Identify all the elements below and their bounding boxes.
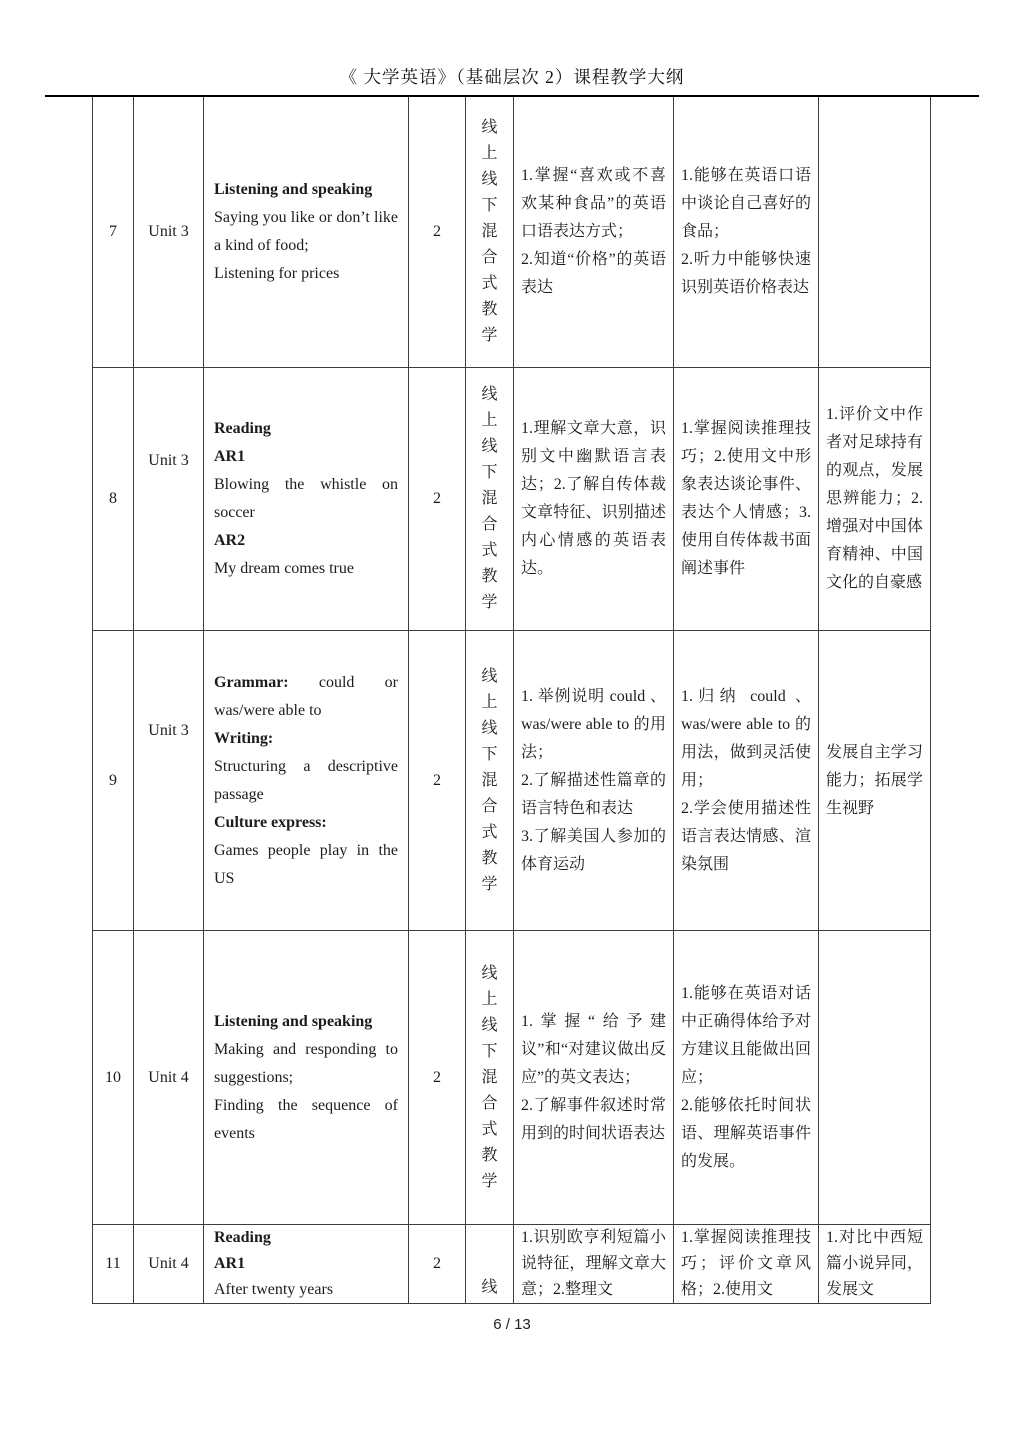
ability-item: 1.能够在英语对话中正确得体给予对方建议且能做出回应； [681,984,811,1086]
ability-objectives-cell [674,1225,819,1304]
literacy-goals-cell [819,368,931,631]
content-line: Games people play in the US [214,841,398,887]
class-hours: 2 [433,490,441,507]
content-line: My dream comes true [214,560,354,577]
literacy-goals-cell [819,931,931,1225]
content-line: Listening and speaking [214,181,373,198]
content-line: Saying you like or don’t like a kind of food; [214,209,398,254]
content-line: AR2 [214,532,246,549]
content-line: Structuring a descriptive passage [214,757,398,803]
teaching-content-cell [204,97,409,368]
ability-objectives-cell [674,368,819,631]
teaching-method-cell [466,368,514,631]
class-hours: 2 [433,1255,441,1272]
objective-item: 2.知道“价格”的英语表达 [521,251,666,296]
teaching-method-cell [466,1225,514,1304]
content-line: AR1 [214,1255,246,1272]
teaching-content-cell [204,1225,409,1304]
table-row [93,931,931,1225]
class-hours-cell [409,368,466,631]
row-number-cell [93,931,134,1225]
class-hours: 2 [433,223,441,240]
teaching-method-cell [466,931,514,1225]
page-number: 6 / 13 [493,1316,531,1333]
literacy-item: 1.对比中西短篇小说异同，发展文 [826,1229,923,1298]
content-line: Listening for prices [214,265,340,282]
row-number: 11 [105,1255,121,1272]
teaching-method-cell [466,97,514,368]
content-line: Reading [214,1229,271,1246]
class-hours-cell [409,931,466,1225]
class-hours-cell [409,97,466,368]
content-line: Listening and speaking [214,1012,373,1030]
table-row [93,1225,931,1304]
ability-item: 2.听力中能够快速识别英语价格表达 [681,251,811,296]
ability-objectives-cell [674,97,819,368]
row-number-cell [93,631,134,931]
class-hours: 2 [433,1068,441,1086]
class-hours-cell [409,1225,466,1304]
objective-item: 1.理解文章大意，识别文中幽默语言表达；2.了解自传体裁文章特征、识别描述内心情感的英语表达。 [521,420,666,577]
teaching-content-cell [204,368,409,631]
teaching-content-cell [204,631,409,931]
literacy-item: 发展自主学习能力；拓展学生视野 [826,743,923,817]
table-row [93,368,931,631]
knowledge-objectives-cell [514,97,674,368]
unit-cell [134,931,204,1225]
ability-item: 1.能够在英语口语中谈论自己喜好的食品； [681,167,811,240]
unit-label: Unit 3 [148,452,189,469]
literacy-goals-cell [819,631,931,931]
row-number-cell [93,1225,134,1304]
content-line: Grammar: could or was/were able to [214,673,398,719]
teaching-method-vertical-text: 线 上 线 下 混 合 式 教 学 [481,964,498,1190]
content-line: Writing: [214,729,274,747]
row-number-cell [93,97,134,368]
teaching-method-cell [466,631,514,931]
knowledge-objectives-cell [514,1225,674,1304]
objective-item: 1.识别欧亨利短篇小说特征，理解文章大意；2.整理文 [521,1229,666,1298]
unit-label: Unit 4 [148,1255,189,1272]
ability-item: 1.掌握阅读推理技巧；2.使用文中形象表达谈论事件、表达个人情感；3.使用自传体裁书面阐述事件 [681,420,811,577]
syllabus-table [92,97,931,1304]
objective-item: 1.掌握“喜欢或不喜欢某种食品”的英语口语表达方式； [521,167,666,240]
ability-item: 2.能够依托时间状语、理解英语事件的发展。 [681,1096,811,1170]
literacy-goals-cell [819,1225,931,1304]
unit-cell [134,97,204,368]
objective-item: 1. 举例说明 could 、was/were able to 的用法； [521,687,666,761]
content-line: AR1 [214,448,246,465]
knowledge-objectives-cell [514,931,674,1225]
content-line: Making and responding to suggestions; [214,1040,398,1086]
objective-item: 3.了解美国人参加的体育运动 [521,827,666,873]
ability-item: 2.学会使用描述性语言表达情感、渲染氛围 [681,799,811,873]
knowledge-objectives-cell [514,368,674,631]
unit-label: Unit 3 [148,223,189,240]
unit-cell [134,368,204,631]
table-row [93,631,931,931]
content-line: Culture express: [214,813,327,831]
objective-item: 2.了解描述性篇章的语言特色和表达 [521,771,666,817]
class-hours-cell [409,631,466,931]
objective-item: 2.了解事件叙述时常用到的时间状语表达 [521,1096,666,1142]
literacy-item: 1.评价文中作者对足球持有的观点，发展思辨能力；2.增强对中国体育精神、中国文化的自豪感 [826,406,923,591]
teaching-method-vertical-text: 线 上 线 下 混 合 式 教 学 [481,667,498,893]
knowledge-objectives-cell [514,631,674,931]
ability-item: 1.归纳 could 、was/were able to 的用法，做到灵活使用； [681,687,811,789]
document-title: 《 大学英语》（基础层次 2）课程教学大纲 [339,67,685,87]
content-line: Reading [214,420,271,437]
row-number-cell [93,368,134,631]
literacy-goals-cell [819,97,931,368]
unit-label: Unit 4 [148,1068,189,1086]
teaching-method-vertical-text: 线 [481,1279,498,1296]
unit-cell [134,1225,204,1304]
unit-label: Unit 3 [148,721,189,739]
table-row [93,97,931,368]
teaching-method-vertical-text: 线 上 线 下 混 合 式 教 学 [481,119,498,344]
class-hours: 2 [433,771,441,789]
unit-cell [134,631,204,931]
content-line: After twenty years [214,1281,334,1298]
objective-item: 1.掌握“给予建议”和“对建议做出反应”的英文表达； [521,1012,666,1086]
row-number: 8 [109,490,117,507]
content-line: Finding the sequence of events [214,1096,398,1142]
teaching-content-cell [204,931,409,1225]
row-number: 7 [109,223,117,240]
teaching-method-vertical-text: 线 上 线 下 混 合 式 教 学 [481,386,498,611]
content-line: Blowing the whistle on soccer [214,476,398,521]
row-number: 9 [109,771,117,789]
row-number: 10 [105,1068,121,1086]
ability-objectives-cell [674,631,819,931]
ability-objectives-cell [674,931,819,1225]
ability-item: 1.掌握阅读推理技巧；评价文章风格；2.使用文 [681,1229,811,1298]
